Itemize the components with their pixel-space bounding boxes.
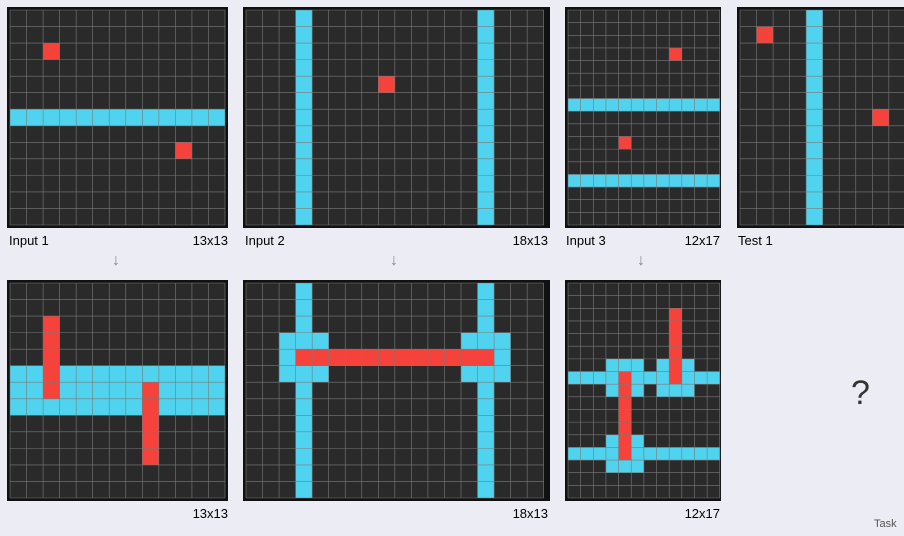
- output-size-3: 12x17: [684, 506, 720, 521]
- input-label-2: Input 2: [245, 233, 285, 248]
- cyan-block: [296, 283, 313, 498]
- input-size-2: 18x13: [512, 233, 548, 248]
- red-cell: [669, 48, 682, 61]
- red-cell: [296, 349, 313, 366]
- output-size-2: 18x13: [512, 506, 548, 521]
- test-label-1: Test 1: [738, 233, 773, 248]
- cyan-block: [478, 283, 495, 498]
- output-grid-2: [243, 280, 550, 501]
- cyan-line-vertical: [478, 10, 495, 225]
- red-cell: [669, 372, 682, 385]
- task-footer-label: Task: [874, 518, 897, 530]
- cyan-line-horizontal: [10, 109, 225, 126]
- red-cell: [378, 76, 395, 93]
- input-size-3: 12x17: [684, 233, 720, 248]
- red-cell: [43, 382, 60, 399]
- input-label-1: Input 1: [9, 233, 49, 248]
- red-path: [619, 372, 632, 461]
- input-label-3: Input 3: [566, 233, 606, 248]
- red-cell: [43, 43, 60, 60]
- output-grid-1: [7, 280, 228, 501]
- input-size-1: 13x13: [192, 233, 228, 248]
- red-cell: [619, 136, 632, 149]
- cyan-line-vertical: [296, 10, 313, 225]
- test-grid-1: [737, 7, 904, 228]
- arrow-down-icon: ↓: [390, 252, 398, 269]
- arrow-down-icon: ↓: [637, 252, 645, 269]
- arrow-down-icon: ↓: [112, 252, 120, 269]
- red-cell: [478, 349, 495, 366]
- red-cell: [619, 372, 632, 385]
- red-cell: [175, 142, 192, 159]
- unknown-output-mark: ?: [851, 374, 870, 412]
- red-cell: [872, 109, 889, 126]
- output-grid-3: [565, 280, 721, 501]
- red-cell: [142, 382, 159, 399]
- output-size-1: 13x13: [192, 506, 228, 521]
- red-cell: [619, 447, 632, 460]
- input-grid-3: [565, 7, 721, 228]
- red-cell: [757, 27, 774, 44]
- cyan-line-vertical: [806, 10, 823, 225]
- input-grid-1: [7, 7, 228, 228]
- input-grid-2: [243, 7, 550, 228]
